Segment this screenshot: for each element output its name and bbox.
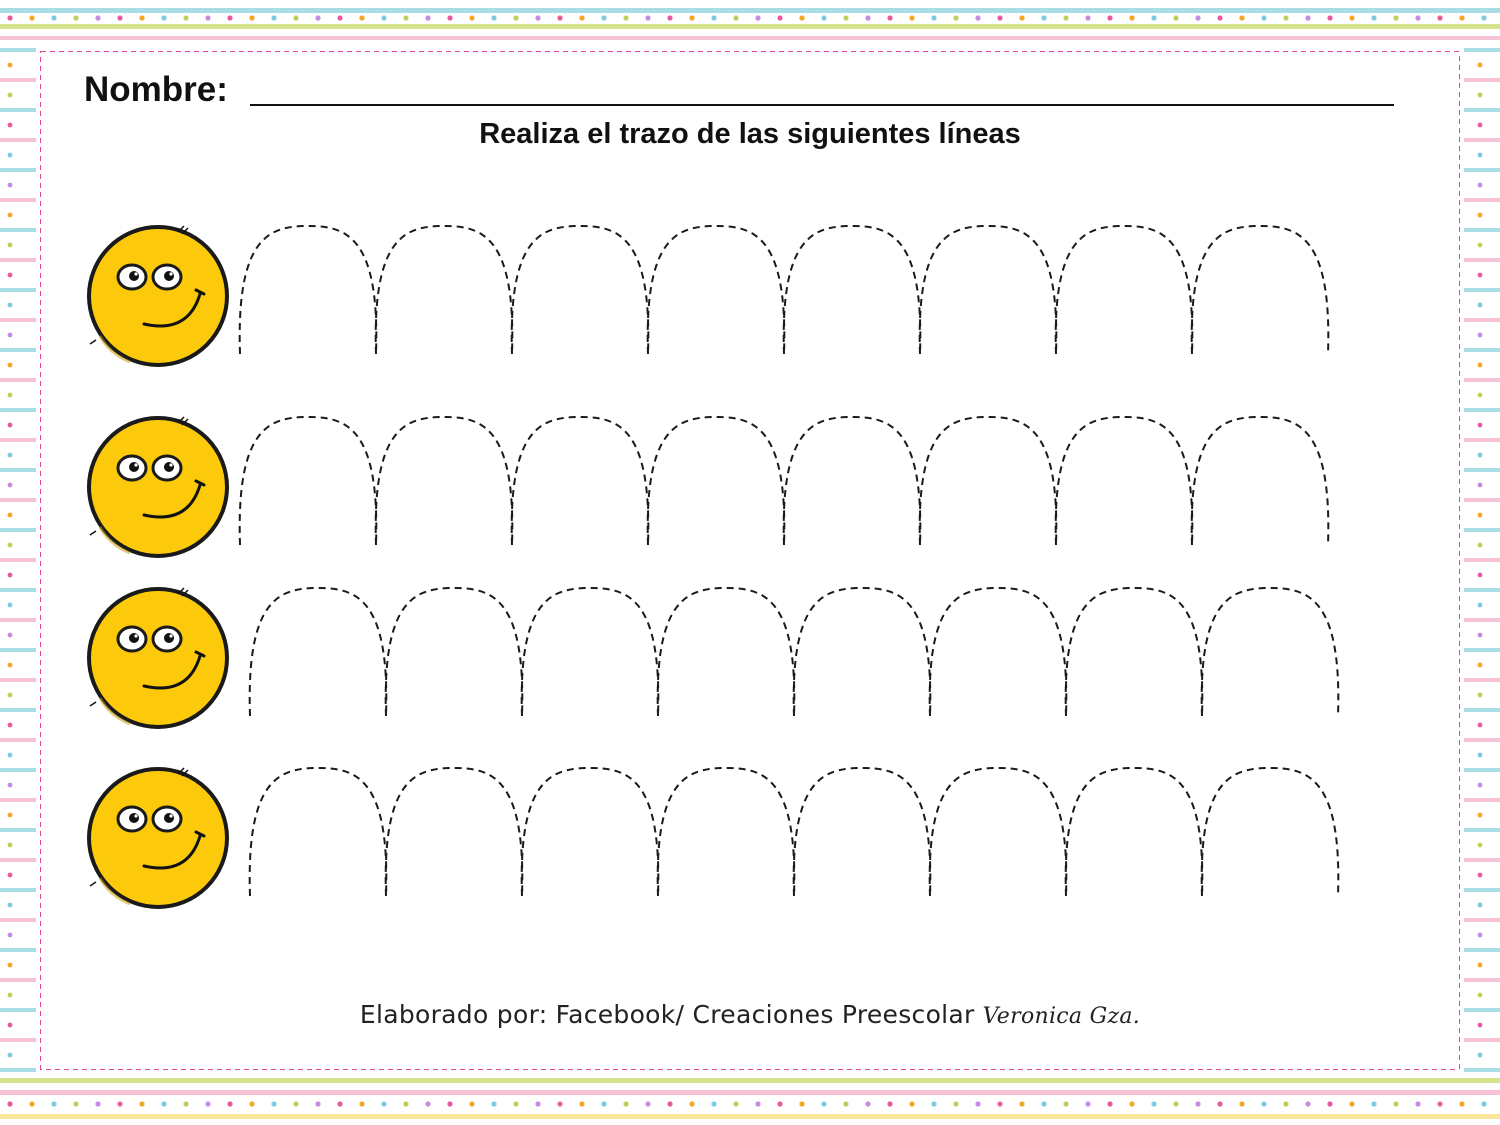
tracing-arch[interactable] bbox=[658, 768, 795, 896]
tracing-arch[interactable] bbox=[658, 588, 795, 716]
tracing-arch[interactable] bbox=[920, 417, 1057, 545]
tracing-arch[interactable] bbox=[512, 417, 649, 545]
tracing-arch[interactable] bbox=[250, 768, 387, 896]
author-signature: Veronica Gza. bbox=[982, 1004, 1141, 1029]
tracing-arch[interactable] bbox=[920, 226, 1057, 354]
tracing-arch[interactable] bbox=[386, 768, 523, 896]
tracing-arch[interactable] bbox=[512, 226, 649, 354]
tracing-arch[interactable] bbox=[1056, 417, 1193, 545]
tracing-arch[interactable] bbox=[240, 226, 377, 354]
tracing-arch[interactable] bbox=[240, 417, 377, 545]
credit-text: Elaborado por: Facebook/ Creaciones Preescolar bbox=[359, 1000, 975, 1029]
smiley-face-icon bbox=[89, 226, 227, 365]
tracing-arch[interactable] bbox=[1066, 768, 1203, 896]
tracing-arch[interactable] bbox=[1066, 588, 1203, 716]
tracing-arch[interactable] bbox=[930, 768, 1067, 896]
tracing-arch[interactable] bbox=[376, 226, 513, 354]
tracing-arch[interactable] bbox=[1202, 588, 1339, 716]
tracing-arch[interactable] bbox=[522, 768, 659, 896]
tracing-arch[interactable] bbox=[930, 588, 1067, 716]
tracing-arch[interactable] bbox=[784, 417, 921, 545]
tracing-arch[interactable] bbox=[250, 588, 387, 716]
credit-line bbox=[0, 1000, 1500, 1029]
tracing-row bbox=[89, 417, 1328, 556]
tracing-arch[interactable] bbox=[794, 588, 931, 716]
tracing-arch[interactable] bbox=[1192, 417, 1329, 545]
instruction-title: Realiza el trazo de las siguientes líneas bbox=[479, 118, 1021, 150]
tracing-arch[interactable] bbox=[386, 588, 523, 716]
tracing-arch[interactable] bbox=[794, 768, 931, 896]
smiley-face-icon bbox=[89, 417, 227, 556]
tracing-arch[interactable] bbox=[648, 226, 785, 354]
tracing-arch[interactable] bbox=[376, 417, 513, 545]
tracing-arch[interactable] bbox=[648, 417, 785, 545]
tracing-arch[interactable] bbox=[1056, 226, 1193, 354]
smiley-face-icon bbox=[89, 588, 227, 727]
tracing-row bbox=[89, 768, 1338, 907]
tracing-arch[interactable] bbox=[1202, 768, 1339, 896]
smiley-face-icon bbox=[89, 768, 227, 907]
tracing-row bbox=[89, 588, 1338, 727]
tracing-arch[interactable] bbox=[522, 588, 659, 716]
name-label: Nombre: bbox=[84, 70, 228, 109]
tracing-arch[interactable] bbox=[1192, 226, 1329, 354]
tracing-row bbox=[89, 226, 1328, 365]
tracing-arch[interactable] bbox=[784, 226, 921, 354]
